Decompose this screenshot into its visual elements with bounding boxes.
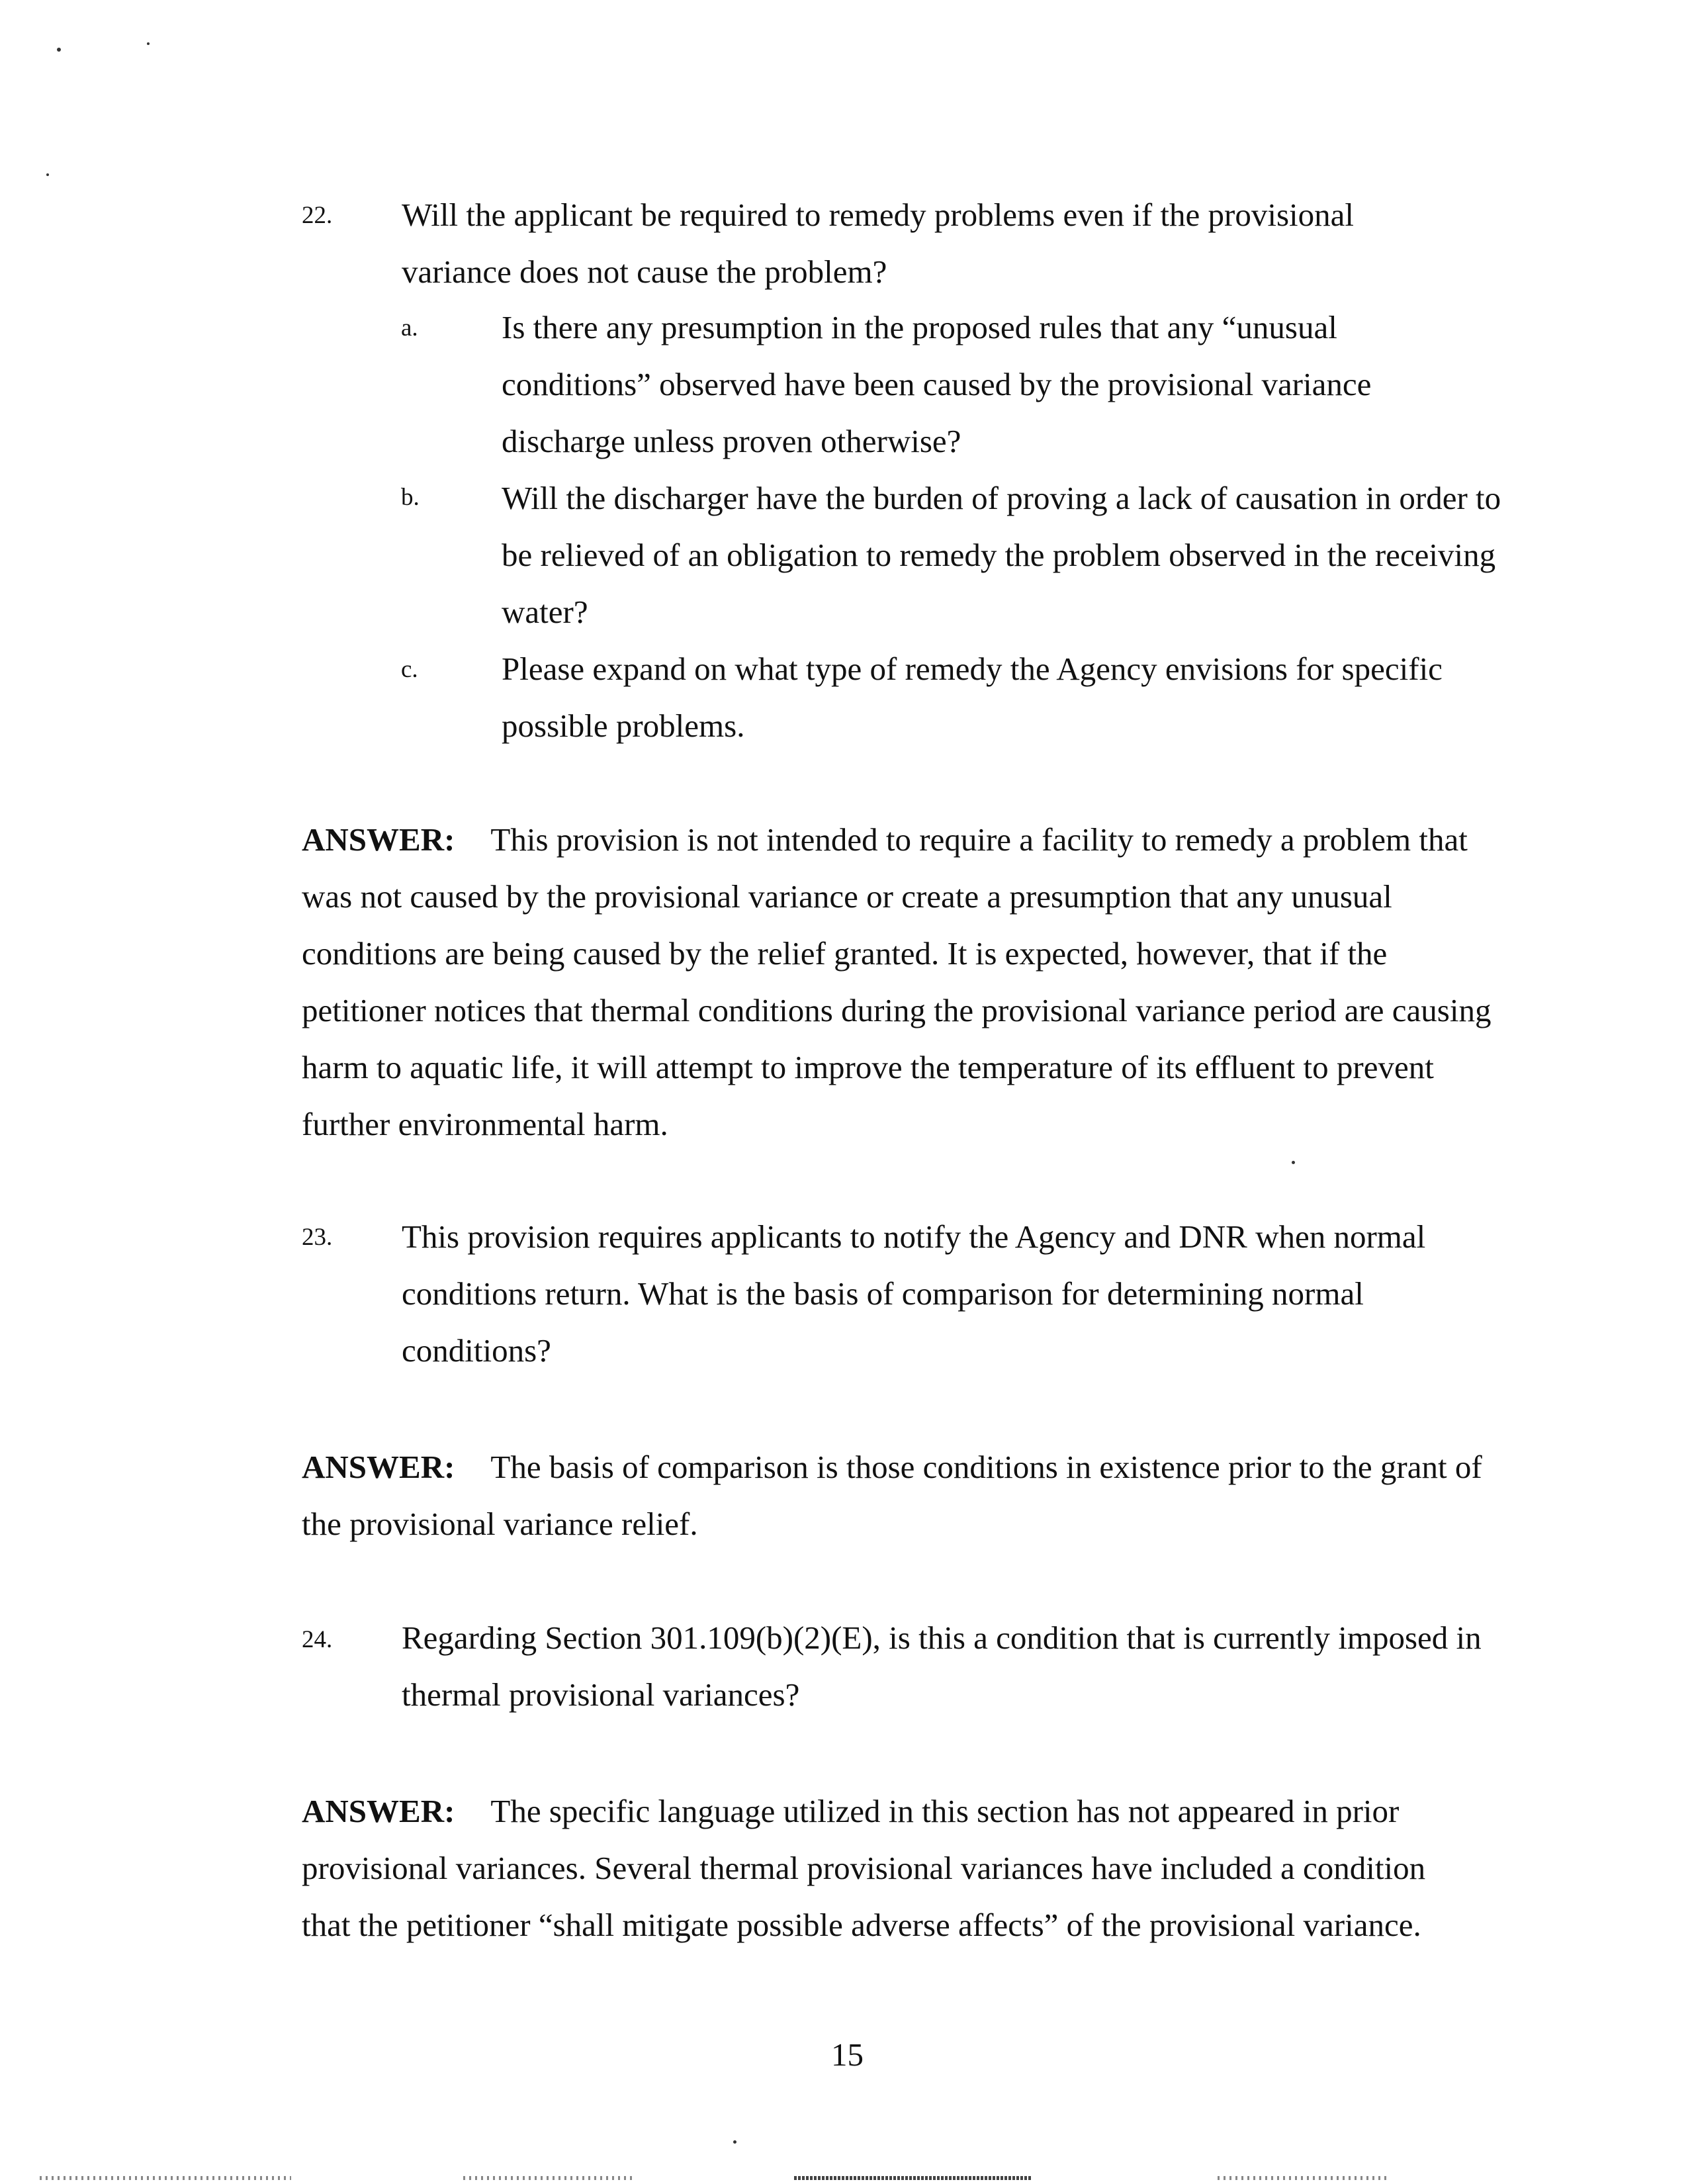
question-number: 23.: [302, 1224, 333, 1251]
answer-label: ANSWER:: [302, 821, 455, 858]
scan-noise: [1218, 2176, 1390, 2180]
answer-paragraph: [302, 811, 1493, 1153]
subitem-text: Please expand on what type of remedy the Agency envisions for specific possible problems.: [502, 651, 1443, 744]
subitem-text: Will the discharger have the burden of proving a lack of causation in order to be relieved of an obligation to remedy the problem observed in the receiving water?: [502, 480, 1501, 630]
answer-label: ANSWER:: [302, 1449, 455, 1485]
answer-paragraph: [302, 1783, 1480, 1954]
scan-noise: [40, 2176, 291, 2180]
question-text: Will the applicant be required to remedy problems even if the provisional variance does not cause the problem?: [402, 197, 1354, 290]
answer-text: The basis of comparison is those conditions in existence prior to the grant of the provisional variance relief.: [302, 1449, 1482, 1542]
scan-speck: [147, 42, 150, 45]
question-number: 22.: [302, 202, 333, 229]
answer-text: This provision is not intended to require a facility to remedy a problem that was not caused by the provisional variance or create a presumption that any unusual conditions are being caused by the relief granted. It is expected, however, that if the petitioner notices that thermal conditions during the provisional variance period are causing harm to aquatic life, it will attempt to improve the temperature of its effluent to prevent further environmental harm.: [302, 821, 1492, 1142]
scan-noise: [463, 2176, 635, 2180]
subitem-letter: a.: [401, 314, 418, 341]
subitem-letter: c.: [401, 656, 418, 683]
answer-paragraph: [302, 1439, 1493, 1553]
scan-speck: [1292, 1161, 1295, 1164]
question-text: This provision requires applicants to notify the Agency and DNR when normal conditions return. What is the basis of comparison for determining normal conditions?: [402, 1218, 1426, 1369]
question-number: 24.: [302, 1626, 333, 1653]
page-number: 15: [831, 2036, 864, 2073]
question-text: Regarding Section 301.109(b)(2)(E), is this a condition that is currently imposed in thermal provisional variances?: [402, 1619, 1482, 1713]
subitem-text: Is there any presumption in the proposed rules that any “unusual conditions” observed have been caused by the provisional variance discharge unless proven otherwise?: [502, 309, 1372, 459]
answer-text: The specific language utilized in this section has not appeared in prior provisional variances. Several thermal provisional variances have included a condition that the petitioner “shall mitigate possible adverse affects” of the provisional variance.: [302, 1793, 1426, 1943]
subitem-letter: b.: [401, 484, 420, 511]
scan-noise: [794, 2176, 1032, 2180]
answer-label: ANSWER:: [302, 1793, 455, 1829]
scan-speck: [46, 173, 49, 176]
scan-speck: [57, 48, 61, 52]
scan-speck: [733, 2140, 736, 2144]
